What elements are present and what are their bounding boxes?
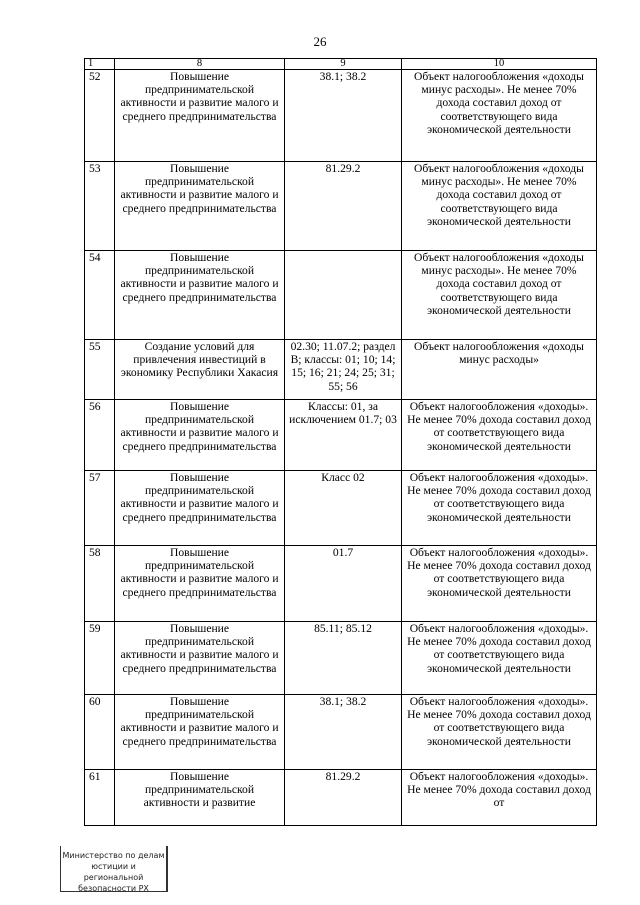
column-header: 8 <box>115 59 285 70</box>
cell-text: 56 <box>89 400 101 413</box>
cell-text: Повышение предпринимательской активности и развитие малого и среднего предпринимательства <box>120 622 279 675</box>
cell-codes <box>285 70 402 162</box>
table-row <box>85 70 597 162</box>
cell-text: Повышение предпринимательской активности и развитие малого и среднего предпринимательства <box>120 695 279 748</box>
cell-text: Повышение предпринимательской активности и развитие малого и среднего предпринимательства <box>120 400 279 453</box>
cell-goal <box>115 770 285 826</box>
cell-goal <box>115 70 285 162</box>
cell-codes <box>285 546 402 622</box>
cell-text <box>288 251 398 339</box>
cell-goal <box>115 340 285 400</box>
cell-text: 54 <box>89 251 101 264</box>
cell-text: 61 <box>89 770 101 783</box>
cell-text: Объект налогообложения «доходы минус расходы». Не менее 70% дохода составил доход от соответствующего вида экономической деятельности <box>414 251 584 317</box>
cell-text: Создание условий для привлечения инвестиций в экономику Республики Хакасия <box>120 340 279 380</box>
cell-num <box>85 162 115 251</box>
cell-text: Объект налогообложения «доходы». Не менее 70% дохода составил доход от <box>407 770 591 810</box>
cell-condition <box>402 622 597 695</box>
table-row <box>85 695 597 770</box>
cell-codes <box>285 622 402 695</box>
cell-goal <box>115 162 285 251</box>
data-table <box>84 58 597 826</box>
table-row <box>85 340 597 400</box>
cell-text: Объект налогообложения «доходы». Не менее 70% дохода составил доход от соответствующего вида экономической деятельности <box>407 695 591 748</box>
cell-text: 81.29.2 <box>325 162 361 175</box>
cell-text: Объект налогообложения «доходы». Не менее 70% дохода составил доход от соответствующего вида экономической деятельности <box>407 471 591 524</box>
cell-text: Повышение предпринимательской активности и развитие малого и среднего предпринимательства <box>120 546 279 599</box>
cell-num <box>85 471 115 546</box>
cell-text: 58 <box>89 546 101 559</box>
cell-text: 53 <box>89 162 101 175</box>
cell-text: Объект налогообложения «доходы». Не менее 70% дохода составил доход от соответствующего вида экономической деятельности <box>407 622 591 675</box>
cell-condition <box>402 471 597 546</box>
cell-goal <box>115 546 285 622</box>
table-header-row <box>85 59 597 70</box>
cell-text: 38.1; 38.2 <box>319 70 367 83</box>
cell-text: Повышение предпринимательской активности и развитие малого и среднего предпринимательства <box>120 471 279 524</box>
table-row <box>85 546 597 622</box>
cell-codes <box>285 770 402 826</box>
cell-text: Объект налогообложения «доходы минус расходы». Не менее 70% дохода составил доход от соответствующего вида экономической деятельности <box>414 162 584 228</box>
cell-goal <box>115 471 285 546</box>
cell-num <box>85 340 115 400</box>
column-header: 1 <box>85 59 115 70</box>
table-row <box>85 400 597 471</box>
cell-text: 55 <box>89 340 101 353</box>
cell-text: Повышение предпринимательской активности и развитие малого и среднего предпринимательства <box>120 162 279 215</box>
cell-condition <box>402 546 597 622</box>
cell-codes <box>285 340 402 400</box>
cell-text: 60 <box>89 695 101 708</box>
cell-text: Объект налогообложения «доходы минус расходы» <box>414 340 584 367</box>
cell-text: 01.7 <box>332 546 354 559</box>
page-number: 26 <box>313 34 327 49</box>
cell-condition <box>402 162 597 251</box>
cell-text: 02.30; 11.07.2; раздел В; классы: 01; 10; 14; 15; 16; 21; 24; 25; 31; 55; 56 <box>290 340 396 393</box>
cell-condition <box>402 770 597 826</box>
cell-text: Классы: 01, за исключением 01.7; 03 <box>289 400 397 427</box>
cell-text: 81.29.2 <box>325 770 361 783</box>
column-header: 9 <box>285 59 402 70</box>
table-row <box>85 471 597 546</box>
cell-num <box>85 622 115 695</box>
cell-condition <box>402 340 597 400</box>
cell-goal <box>115 400 285 471</box>
cell-text: Объект налогообложения «доходы». Не менее 70% дохода составил доход от соответствующего вида экономической деятельности <box>407 400 591 453</box>
cell-goal <box>115 695 285 770</box>
cell-num <box>85 695 115 770</box>
cell-codes <box>285 400 402 471</box>
cell-condition <box>402 695 597 770</box>
cell-condition <box>402 400 597 471</box>
cell-text: Повышение предпринимательской активности и развитие малого и среднего предпринимательства <box>120 251 279 304</box>
registration-stamp <box>60 846 168 892</box>
stamp-line: безопасности РХ <box>78 884 149 893</box>
cell-num <box>85 546 115 622</box>
cell-text: Повышение предпринимательской активности и развитие <box>143 770 256 810</box>
cell-codes <box>285 471 402 546</box>
cell-num <box>85 770 115 826</box>
cell-goal <box>115 251 285 340</box>
cell-text: 52 <box>89 70 101 83</box>
cell-text: Объект налогообложения «доходы минус расходы». Не менее 70% дохода составил доход от соответствующего вида экономической деятельности <box>414 70 584 136</box>
cell-goal <box>115 622 285 695</box>
cell-text: 38.1; 38.2 <box>319 695 367 708</box>
cell-num <box>85 400 115 471</box>
cell-codes <box>285 251 402 340</box>
stamp-line: юстиции и региональной <box>83 862 144 882</box>
table-row <box>85 251 597 340</box>
cell-text: 59 <box>89 622 101 635</box>
cell-codes <box>285 695 402 770</box>
cell-condition <box>402 70 597 162</box>
cell-condition <box>402 251 597 340</box>
cell-codes <box>285 162 402 251</box>
table-row <box>85 622 597 695</box>
cell-text: Объект налогообложения «доходы». Не менее 70% дохода составил доход от соответствующего вида экономической деятельности <box>407 546 591 599</box>
cell-num <box>85 251 115 340</box>
stamp-line: Министерство по делам <box>62 851 165 860</box>
column-header: 10 <box>402 59 597 70</box>
table-row <box>85 770 597 826</box>
cell-text: 57 <box>89 471 101 484</box>
cell-num <box>85 70 115 162</box>
table-body <box>85 59 597 826</box>
cell-text: Класс 02 <box>321 471 365 484</box>
cell-text: Повышение предпринимательской активности и развитие малого и среднего предпринимательства <box>120 70 279 123</box>
cell-text: 85.11; 85.12 <box>314 622 372 635</box>
table-row <box>85 162 597 251</box>
